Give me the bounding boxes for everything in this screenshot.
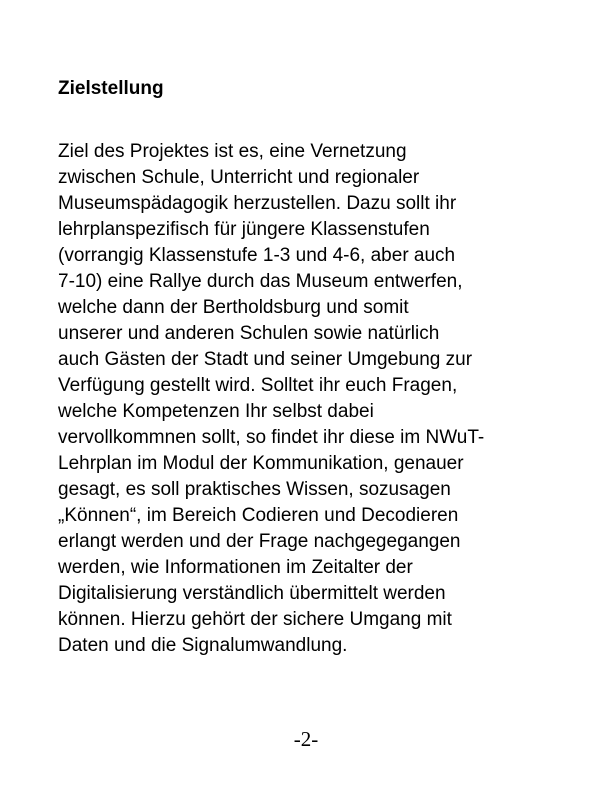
text-line: gesagt, es soll praktisches Wissen, sozusagen <box>58 479 451 500</box>
text-line: 7-10) eine Rallye durch das Museum entwerfen, <box>58 271 463 292</box>
body-paragraph <box>58 139 578 659</box>
page-number: -2- <box>293 727 319 751</box>
text-line: erlangt werden und der Frage nachgegegangen <box>58 531 461 552</box>
text-line: Lehrplan im Modul der Kommunikation, genauer <box>58 453 464 474</box>
text-line: werden, wie Informationen im Zeitalter der <box>58 557 413 578</box>
text-line: auch Gästen der Stadt und seiner Umgebung zur <box>58 349 473 370</box>
section-heading: Zielstellung <box>58 78 164 99</box>
text-line: „Können“, im Bereich Codieren und Decodieren <box>58 505 459 526</box>
text-line: Verfügung gestellt wird. Solltet ihr euch Fragen, <box>58 375 458 396</box>
text-line: welche dann der Bertholdsburg und somit <box>58 297 409 318</box>
text-line: Ziel des Projektes ist es, eine Vernetzung <box>58 141 407 162</box>
text-line: Museumspädagogik herzustellen. Dazu sollt ihr <box>58 193 457 214</box>
text-line: lehrplanspezifisch für jüngere Klassenstufen <box>58 219 430 240</box>
text-line: Daten und die Signalumwandlung. <box>58 635 348 656</box>
text-line: unserer und anderen Schulen sowie natürlich <box>58 323 440 344</box>
text-line: können. Hierzu gehört der sichere Umgang mit <box>58 609 452 630</box>
text-line: welche Kompetenzen Ihr selbst dabei <box>58 401 374 422</box>
text-line: Digitalisierung verständlich übermittelt werden <box>58 583 446 604</box>
text-line: (vorrangig Klassenstufe 1-3 und 4-6, aber auch <box>58 245 456 266</box>
text-line: vervollkommnen sollt, so findet ihr diese im NWuT- <box>58 427 485 448</box>
text-line: zwischen Schule, Unterricht und regionaler <box>58 167 420 188</box>
